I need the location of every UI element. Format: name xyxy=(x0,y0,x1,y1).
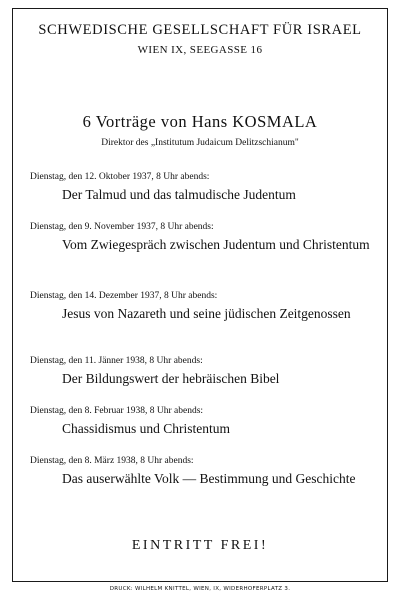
printer-imprint: DRUCK: WILHELM KNITTEL, WIEN, IX, WIDERHOFERPLATZ 3. xyxy=(109,586,291,592)
lecture-6-date: Dienstag, den 8. März 1938, 8 Uhr abends: xyxy=(30,456,194,466)
lecture-2-title: Vom Zwiegespräch zwischen Judentum und Christentum xyxy=(62,237,370,252)
lecture-4-title: Der Bildungswert der hebräischen Bibel xyxy=(62,371,280,386)
lecture-series-title: 6 Vorträge von Hans KOSMALA xyxy=(82,112,318,131)
lecture-series-subtitle: Direktor des „Institutum Judaicum Delitzschianum" xyxy=(101,138,299,148)
lecture-5-title: Chassidismus und Christentum xyxy=(62,421,231,436)
lecture-2-date: Dienstag, den 9. November 1937, 8 Uhr abends: xyxy=(30,222,214,232)
organization-name: SCHWEDISCHE GESELLSCHAFT FÜR ISRAEL xyxy=(38,22,362,38)
lecture-3-title: Jesus von Nazareth und seine jüdischen Zeitgenossen xyxy=(62,306,351,321)
lecture-6-title: Das auserwählte Volk — Bestimmung und Geschichte xyxy=(62,471,356,486)
lecture-3-date: Dienstag, den 14. Dezember 1937, 8 Uhr abends: xyxy=(30,291,218,301)
organization-address: WIEN IX, SEEGASSE 16 xyxy=(137,44,263,56)
free-admission-notice: EINTRITT FREI! xyxy=(131,538,269,553)
lecture-5-date: Dienstag, den 8. Februar 1938, 8 Uhr abends: xyxy=(30,406,204,416)
lecture-1-date: Dienstag, den 12. Oktober 1937, 8 Uhr abends: xyxy=(30,172,210,182)
lecture-4-date: Dienstag, den 11. Jänner 1938, 8 Uhr abends: xyxy=(30,356,203,366)
lecture-1-title: Der Talmud und das talmudische Judentum xyxy=(62,187,296,202)
